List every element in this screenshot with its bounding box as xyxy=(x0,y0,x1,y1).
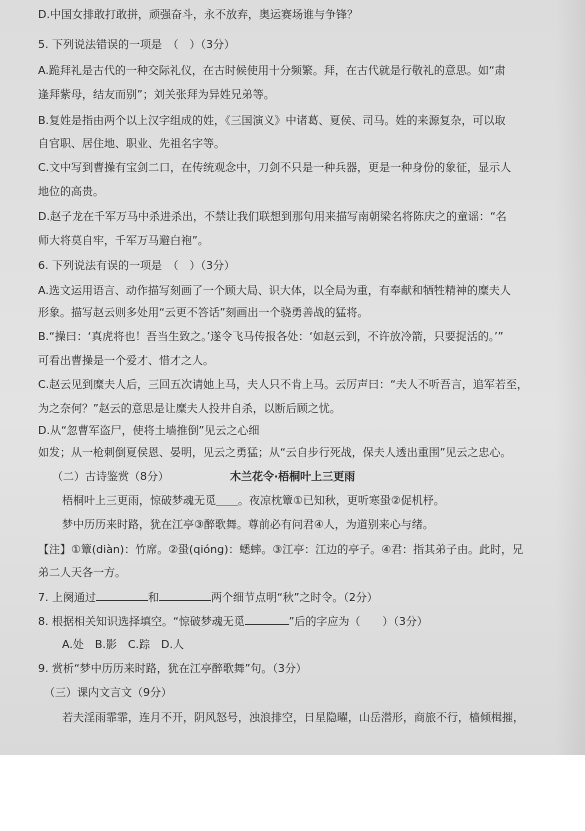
poem-notes-line2: 弟二人天各一方。 xyxy=(38,566,126,579)
q7-text-part1: 7. 上阕通过 xyxy=(38,591,96,604)
poem-line-2: 梦中历历来时路，犹在江亭③醉歌舞。尊前必有问君④人，为道别来心与绪。 xyxy=(62,518,434,531)
q5-option-d-line2: 师大将莫自牢，千军万马避白袍”。 xyxy=(38,234,209,247)
question-7 xyxy=(38,590,378,605)
poem-title: 木兰花令·梧桐叶上三更雨 xyxy=(230,470,356,483)
bottom-margin xyxy=(0,755,585,831)
q8-blank[interactable] xyxy=(245,614,289,625)
question-5-stem: 5. 下列说法错误的一项是 （ ）（3分） xyxy=(38,38,235,51)
q8-text-part2: ”后的字应为（ ）（3分） xyxy=(288,615,428,628)
q6-option-c-line1: C.赵云见到糜夫人后，三回五次请她上马，夫人只不肯上马。云厉声曰：“夫人不听吾言，追军若至， xyxy=(38,378,528,391)
q6-option-d-line2: 如发；从一枪刺倒夏侯恩、晏明，见云之勇猛；从“云自步行死战，保夫人透出重围”见云之忠心。 xyxy=(38,446,512,459)
poem-notes-line1: 【注】①簟(diàn)：竹席。②蛩(qióng)：蟋蟀。③江亭：江边的亭子。④君：指其弟子由。此时，兄 xyxy=(38,543,524,556)
q5-option-c-line1: C.文中写到曹操有宝剑二口，在传统观念中，刀剑不只是一种兵器，更是一种身份的象征，显示人 xyxy=(38,161,512,174)
poem-line-1: 梧桐叶上三更雨，惊破梦魂无觅＿＿。夜凉枕簟①已知秋，更听寒蛩②促机杼。 xyxy=(62,494,445,507)
q8-options: A.处 B.影 C.踪 D.人 xyxy=(62,638,185,651)
q5-option-b-line2: 自官职、居住地、职业、先祖名字等。 xyxy=(38,137,225,150)
q5-option-d-line1: D.赵子龙在千军万马中杀进杀出，不禁让我们联想到那句用来描写南朝梁名将陈庆之的童谣：“名 xyxy=(38,210,507,223)
q7-blank-1[interactable] xyxy=(96,590,148,601)
classical-passage-line1: 若夫淫雨霏霏，连月不开，阴风怒号，浊浪排空，日星隐曜，山岳潜形，商旅不行，樯倾楫摧， xyxy=(62,711,524,724)
question-6-stem: 6. 下列说法有误的一项是 （ ）（3分） xyxy=(38,259,235,272)
q6-option-d-line1: D.从“忽曹军盗尸，使将土墙推倒”见云之心细 xyxy=(38,424,260,437)
q7-blank-2[interactable] xyxy=(159,590,211,601)
section-classical-heading: （三）课内文言文（9分） xyxy=(44,686,172,699)
q7-text-part2: 和 xyxy=(148,591,159,604)
q5-option-a-line2: 逢拜紫母，结友而别”；刘关张拜为异姓兄弟等。 xyxy=(38,88,275,101)
option-d-q4: D.中国女排敢打敢拼，顽强奋斗，永不放弃，奥运赛场谁与争锋？ xyxy=(38,8,358,21)
q8-text-part1: 8. 根据相关知识选择填空。“惊破梦魂无觅 xyxy=(38,615,245,628)
q5-option-a-line1: A.跪拜礼是古代的一种交际礼仪，在古时候使用十分频繁。拜，在古代就是行敬礼的意思。如“肃 xyxy=(38,64,506,77)
question-9: 9. 赏析“梦中历历来时路，犹在江亭醉歌舞”句。（3分） xyxy=(38,662,307,675)
q5-option-c-line2: 地位的高贵。 xyxy=(38,185,104,198)
q6-option-b-line1: B.“操曰：‘真虎将也！吾当生致之。’遂令飞马传报各处：‘如赵云到，不许放冷箭，只要捉活的。’” xyxy=(38,330,504,343)
q6-option-b-line2: 可看出曹操是一个爱才、惜才之人。 xyxy=(38,354,214,367)
section-poetry-heading: （二）古诗鉴赏（8分） xyxy=(52,470,169,483)
q5-option-b-line1: B.复姓是指由两个以上汉字组成的姓，《三国演义》中诸葛、夏侯、司马。姓的来源复杂，可以取 xyxy=(38,114,506,127)
question-8 xyxy=(38,614,428,629)
q6-option-a-line1: A.选文运用语言、动作描写刻画了一个顾大局、识大体，以全局为重，有奉献和牺牲精神的糜夫人 xyxy=(38,284,511,297)
q6-option-a-line2: 形象。描写赵云则多处用“云更不答话”刻画出一个骁勇善战的猛将。 xyxy=(38,306,369,319)
q6-option-c-line2: 为之奈何？”赵云的意思是让糜夫人投井自杀，以断后顾之忧。 xyxy=(38,402,341,415)
q7-text-part3: 两个细节点明“秋”之时令。（2分） xyxy=(211,591,378,604)
